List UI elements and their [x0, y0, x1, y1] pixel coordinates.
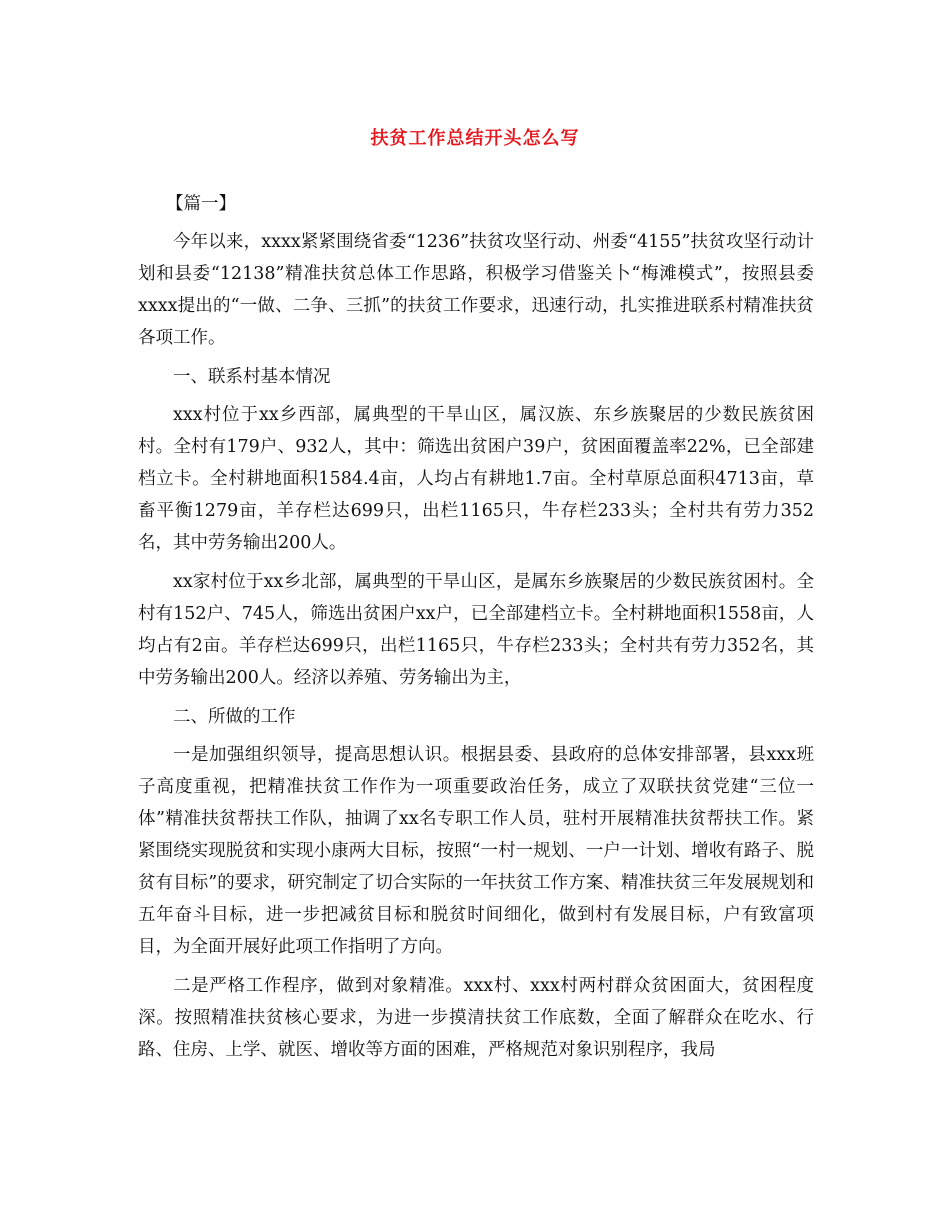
heading-village-basics: 一、联系村基本情况 [173, 367, 331, 387]
paragraph-village-1: xxx村位于xx乡西部，属典型的干旱山区，属汉族、东乡族聚居的少数民族贫困村。全村有179户、932人，其中：筛选出贫困户39户，贫困面覆盖率22%，已全部建档立卡。全村耕地面积1584.4亩，人均占有耕地1.7亩。全村草原总面积4713亩，草畜平衡1279亩，羊存栏达699只，出栏1165只，牛存栏233头；全村共有劳力352名，其中劳务输出200人。 [138, 405, 814, 553]
paragraph-work-1: 一是加强组织领导，提高思想认识。根据县委、县政府的总体安排部署，县xxx班子高度重视，把精准扶贫工作作为一项重要政治任务，成立了双联扶贫党建“三位一体”精准扶贫帮扶工作队，抽调了xx名专职工作人员，驻村开展精准扶贫帮扶工作。紧紧围绕实现脱贫和实现小康两大目标，按照“一村一规划、一户一计划、增收有路子、脱贫有目标”的要求，研究制定了切合实际的一年扶贫工作方案、精准扶贫三年发展规划和五年奋斗目标，进一步把减贫目标和脱贫时间细化，做到村有发展目标，户有致富项目，为全面开展好此项工作指明了方向。 [138, 745, 814, 957]
document-title: 扶贫工作总结开头怎么写 [370, 128, 580, 149]
section-tag: 【篇一】 [166, 194, 236, 214]
paragraph-work-2: 二是严格工作程序，做到对象精准。xxx村、xxx村两村群众贫困面大，贫困程度深。按照精准扶贫核心要求，为进一步摸清扶贫工作底数，全面了解群众在吃水、行路、住房、上学、就医、增收等方面的困难，严格规范对象识别程序，我局 [138, 976, 814, 1060]
paragraph-intro: 今年以来，xxxx紧紧围绕省委“1236”扶贫攻坚行动、州委“4155”扶贫攻坚行动计划和县委“12138”精准扶贫总体工作思路，积极学习借鉴关卜“梅滩模式”，按照县委xxxx提出的“一做、二争、三抓”的扶贫工作要求，迅速行动，扎实推进联系村精准扶贫各项工作。 [138, 232, 814, 348]
heading-work-done: 二、所做的工作 [173, 707, 296, 727]
document-body [138, 188, 814, 1073]
paragraph-village-2: xx家村位于xx乡北部，属典型的干旱山区，是属东乡族聚居的少数民族贫困村。全村有152户、745人，筛选出贫困户xx户，已全部建档立卡。全村耕地面积1558亩，人均占有2亩。羊存栏达699只，出栏1165只，牛存栏233头；全村共有劳力352名，其中劳务输出200人。经济以养殖、劳务输出为主， [138, 572, 814, 688]
